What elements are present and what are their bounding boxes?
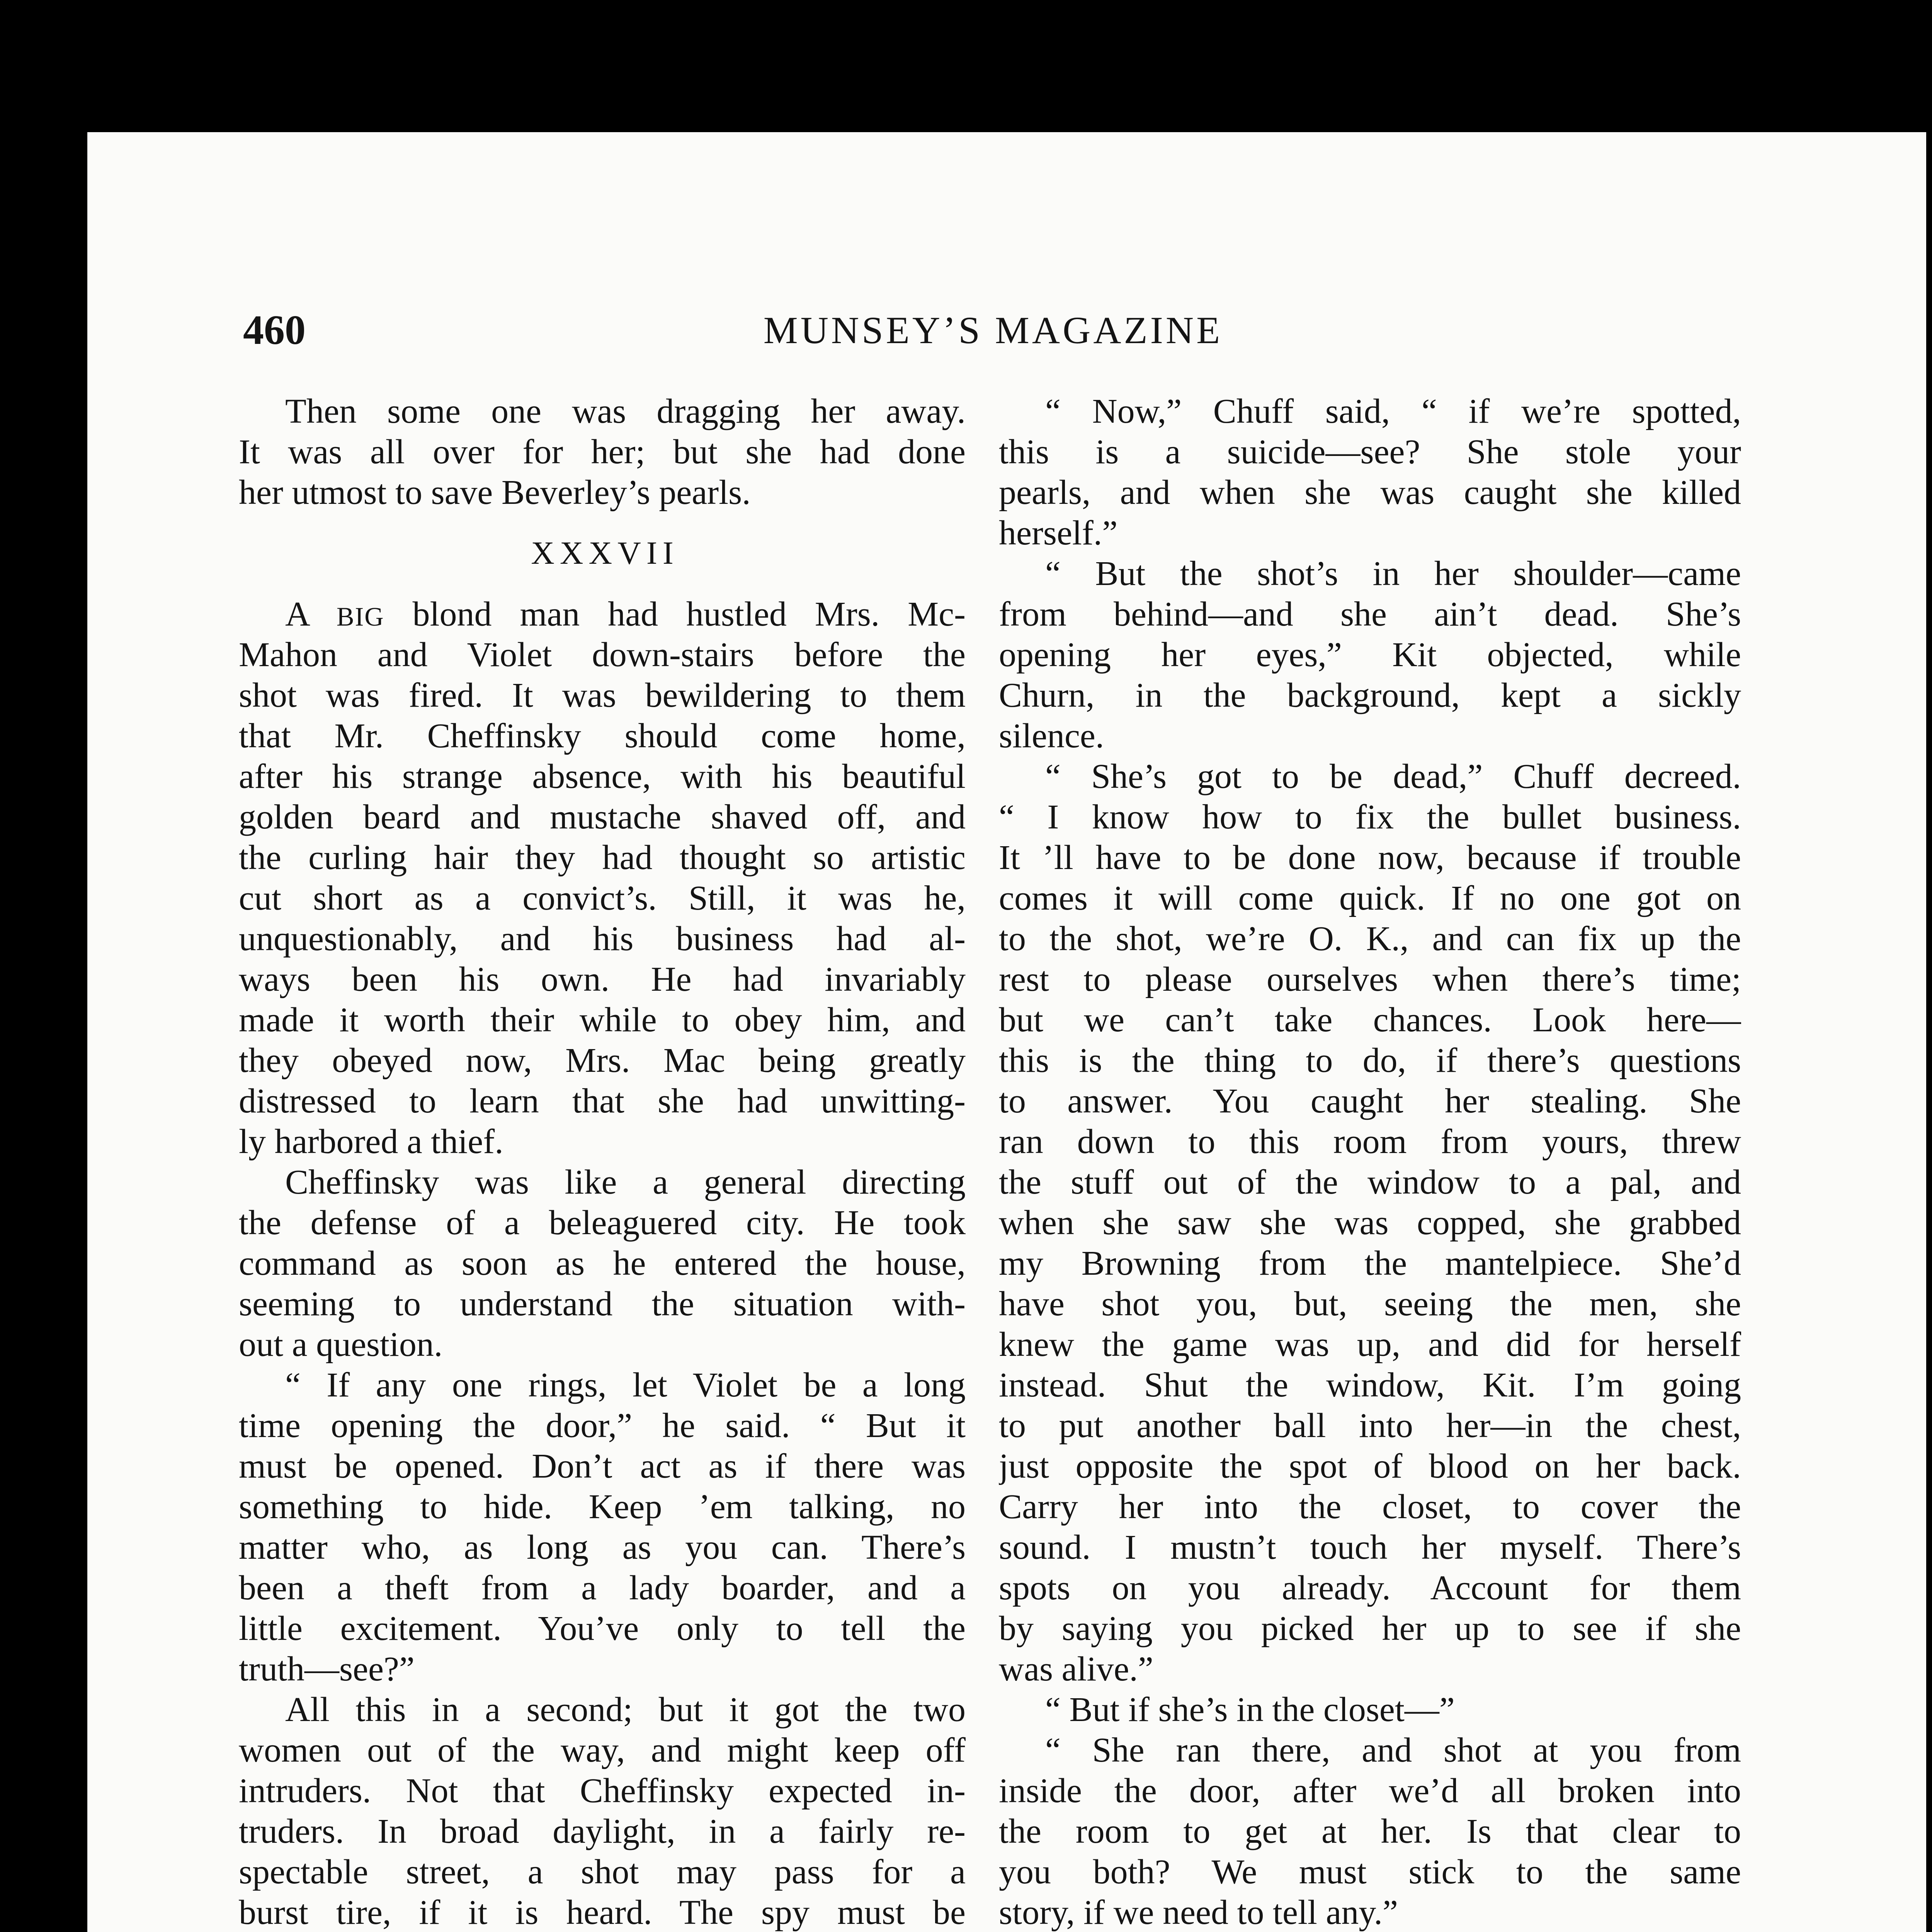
text-line: the defense of a beleaguered city. He took <box>239 1204 966 1242</box>
text-line: my Browning from the mantelpiece. She’d <box>999 1244 1741 1282</box>
text-line: they obeyed now, Mrs. Mac being greatly <box>239 1041 966 1080</box>
text-line: by saying you picked her up to see if she <box>999 1609 1741 1648</box>
text-line: rest to please ourselves when there’s time; <box>999 960 1741 998</box>
text-line: inside the door, after we’d all broken into <box>999 1772 1741 1810</box>
right-column <box>999 391 1741 1932</box>
text-line: that Mr. Cheffinsky should come home, <box>239 717 966 755</box>
text-line: “ She ran there, and shot at you from <box>1045 1731 1741 1769</box>
text-line: comes it will come quick. If no one got on <box>999 879 1741 917</box>
text-line: “ She’s got to be dead,” Chuff decreed. <box>1045 757 1741 796</box>
text-line: Carry her into the closet, to cover the <box>999 1488 1741 1526</box>
text-line: this is a suicide—see? She stole your <box>999 433 1741 471</box>
text-line: but we can’t take chances. Look here— <box>999 1001 1741 1039</box>
text-line: out a question. <box>239 1325 443 1364</box>
text-line: the curling hair they had thought so artistic <box>239 838 966 877</box>
text-line: must be opened. Don’t act as if there was <box>239 1447 966 1485</box>
text-line: Then some one was dragging her away. <box>285 392 966 430</box>
text-line: spectable street, a shot may pass for a <box>239 1853 966 1891</box>
text-line: “ If any one rings, let Violet be a long <box>285 1366 966 1404</box>
text-line: the room to get at her. Is that clear to <box>999 1812 1741 1850</box>
left-column <box>239 391 966 1932</box>
text-line: It was all over for her; but she had done <box>239 433 966 471</box>
text-line: been a theft from a lady boarder, and a <box>239 1569 966 1607</box>
text-line: instead. Shut the window, Kit. I’m going <box>999 1366 1741 1404</box>
text-line: after his strange absence, with his beautiful <box>239 757 966 796</box>
text-line: “ But the shot’s in her shoulder—came <box>1045 554 1741 593</box>
text-line: opening her eyes,” Kit objected, while <box>999 636 1741 674</box>
text-line: seeming to understand the situation with- <box>239 1285 966 1323</box>
text-line: Churn, in the background, kept a sickly <box>999 676 1741 714</box>
text-line: have shot you, but, seeing the men, she <box>999 1285 1741 1323</box>
text-line: when she saw she was copped, she grabbed <box>999 1204 1741 1242</box>
text-line: distressed to learn that she had unwitting- <box>239 1082 966 1120</box>
text-line: ly harbored a thief. <box>239 1122 503 1161</box>
small-caps-word: BIG <box>336 602 384 631</box>
text-line: the stuff out of the window to a pal, and <box>999 1163 1741 1201</box>
text-line: burst tire, if it is heard. The spy must be <box>239 1893 966 1932</box>
text-line: to answer. You caught her stealing. She <box>999 1082 1741 1120</box>
text-line: “ But if she’s in the closet—” <box>1045 1690 1455 1729</box>
text-line: to put another ball into her—in the chest, <box>999 1406 1741 1445</box>
text-line: herself.” <box>999 514 1118 552</box>
text-line: her utmost to save Beverley’s pearls. <box>239 473 751 512</box>
text-line: “ Now,” Chuff said, “ if we’re spotted, <box>1045 392 1741 430</box>
text-line: All this in a second; but it got the two <box>285 1690 966 1729</box>
text-line: women out of the way, and might keep off <box>239 1731 966 1769</box>
text-line: you both? We must stick to the same <box>999 1853 1741 1891</box>
text-line: truders. In broad daylight, in a fairly re- <box>239 1812 966 1850</box>
text-line: ways been his own. He had invariably <box>239 960 966 998</box>
text-line: “ I know how to fix the bullet business. <box>999 798 1741 836</box>
running-head: MUNSEY’S MAGAZINE <box>763 309 1223 352</box>
text-line: something to hide. Keep ’em talking, no <box>239 1488 966 1526</box>
text-line: cut short as a convict’s. Still, it was he, <box>239 879 966 917</box>
text-line: golden beard and mustache shaved off, and <box>239 798 966 836</box>
text-line: Mahon and Violet down-stairs before the <box>239 636 966 674</box>
text-line: shot was fired. It was bewildering to them <box>239 676 966 714</box>
text-line: spots on you already. Account for them <box>999 1569 1741 1607</box>
text-line: from behind—and she ain’t dead. She’s <box>999 595 1741 633</box>
text-line: story, if we need to tell any.” <box>999 1893 1398 1932</box>
text-line: was alive.” <box>999 1650 1153 1688</box>
text-line: truth—see?” <box>239 1650 415 1688</box>
text-line: intruders. Not that Cheffinsky expected in- <box>239 1772 966 1810</box>
text-line: silence. <box>999 717 1104 755</box>
line-remainder: blond man had hustled Mrs. Mc- <box>384 595 966 633</box>
text-line: this is the thing to do, if there’s questions <box>999 1041 1741 1080</box>
text-line: knew the game was up, and did for herself <box>999 1325 1741 1364</box>
text-line: made it worth their while to obey him, and <box>239 1001 966 1039</box>
text-line: Cheffinsky was like a general directing <box>285 1163 966 1201</box>
text-line: sound. I mustn’t touch her myself. There’s <box>999 1528 1741 1566</box>
text-line: just opposite the spot of blood on her back. <box>999 1447 1741 1485</box>
text-line: pearls, and when she was caught she killed <box>999 473 1741 512</box>
page-number: 460 <box>243 307 306 353</box>
text-line: time opening the door,” he said. “ But it <box>239 1406 966 1445</box>
text-line: ran down to this room from yours, threw <box>999 1122 1741 1161</box>
text-line: unquestionably, and his business had al- <box>239 920 966 958</box>
opening-word: A <box>285 595 337 633</box>
text-line: to the shot, we’re O. K., and can fix up the <box>999 920 1741 958</box>
chapter-heading: XXXVII <box>531 535 679 571</box>
text-line: matter who, as long as you can. There’s <box>239 1528 966 1566</box>
text-line: It ’ll have to be done now, because if trouble <box>999 838 1741 877</box>
text-line <box>239 594 966 634</box>
text-line: little excitement. You’ve only to tell the <box>239 1609 966 1648</box>
text-line: command as soon as he entered the house, <box>239 1244 966 1282</box>
